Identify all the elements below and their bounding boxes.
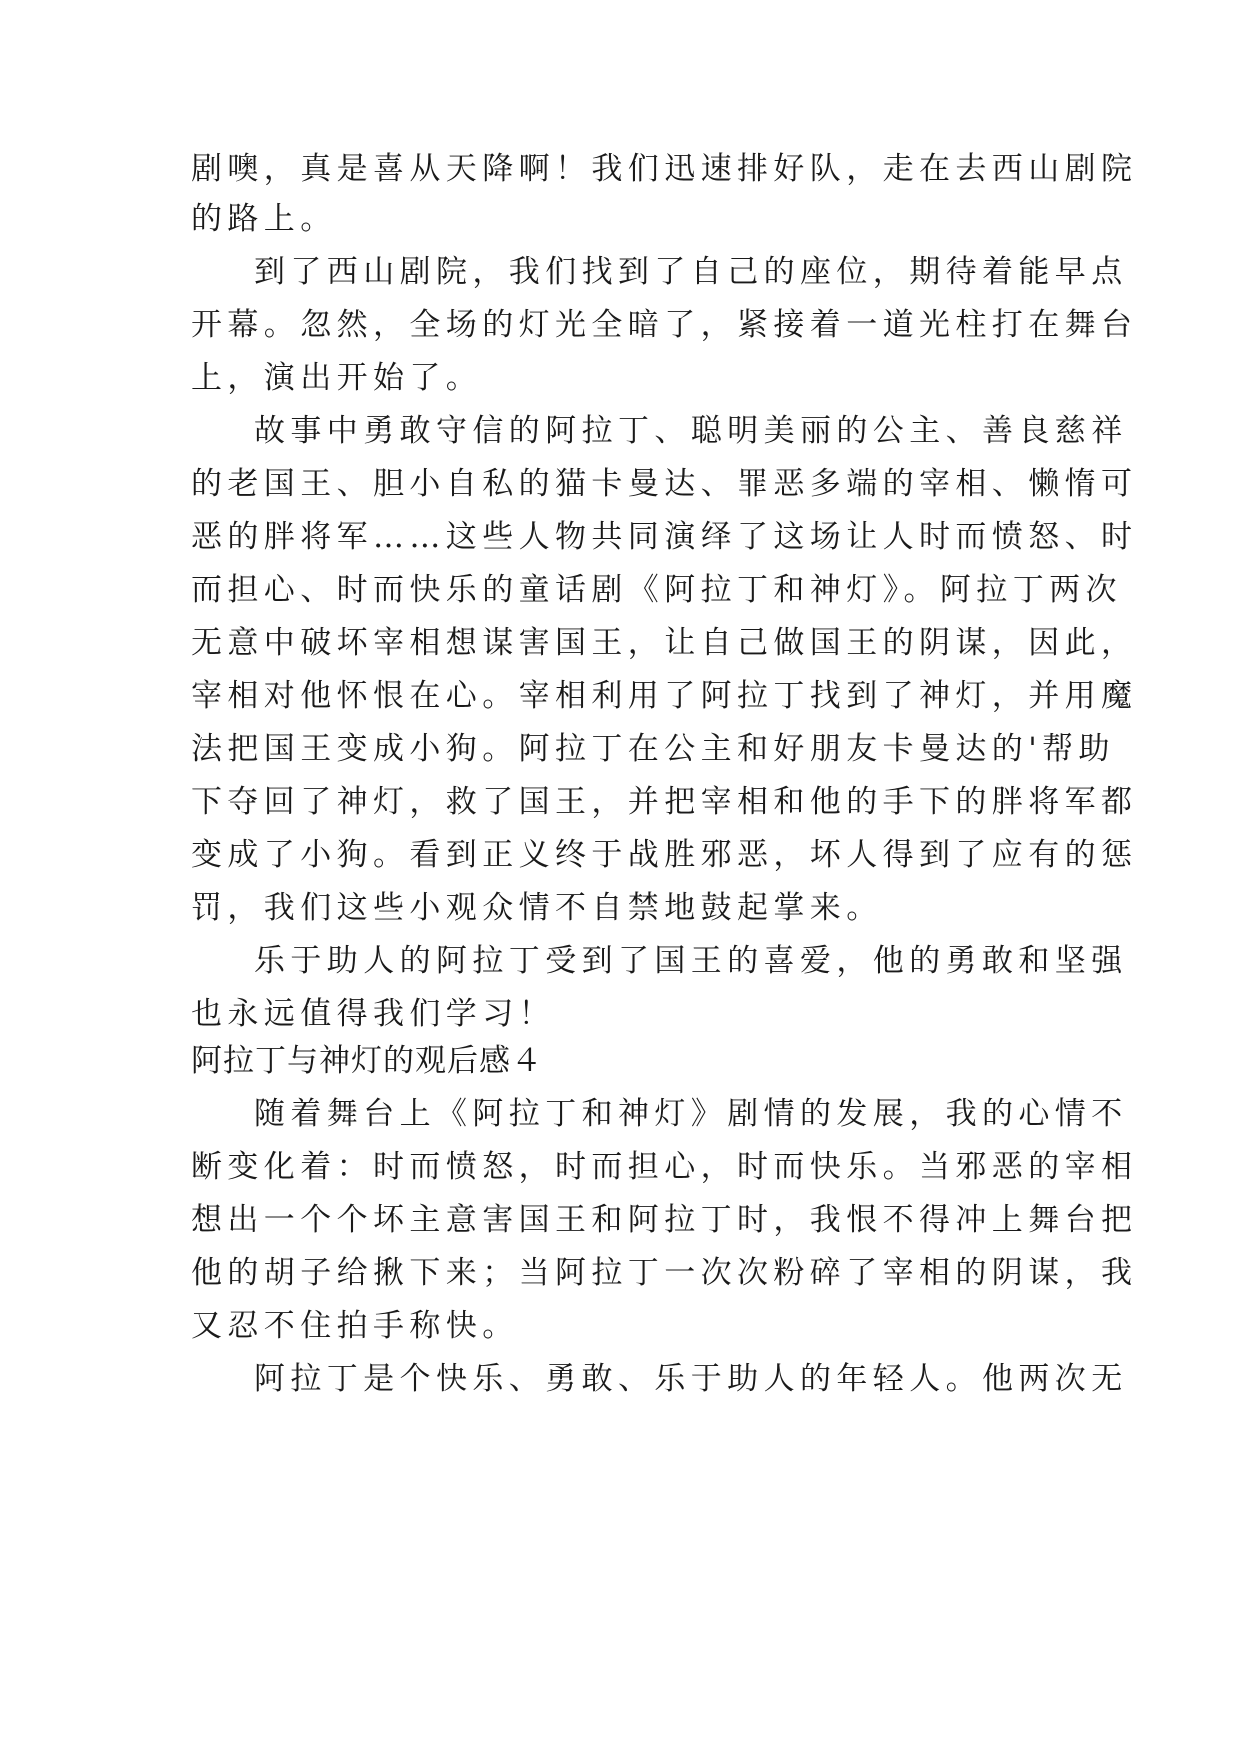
text-line: 下夺回了神灯，救了国王，并把宰相和他的手下的胖将军都 xyxy=(191,784,1138,820)
text-line: 变成了小狗。看到正义终于战胜邪恶，坏人得到了应有的惩 xyxy=(191,837,1138,873)
text-line: 法把国王变成小狗。阿拉丁在公主和好朋友卡曼达的'帮助 xyxy=(191,731,1115,767)
text-line: 断变化着：时而愤怒，时而担心，时而快乐。当邪恶的宰相 xyxy=(191,1149,1138,1185)
text-line: 想出一个个坏主意害国王和阿拉丁时，我恨不得冲上舞台把 xyxy=(191,1202,1138,1238)
paragraph-first-line: 到了西山剧院，我们找到了自己的座位，期待着能早点 xyxy=(254,254,1128,290)
paragraph-first-line: 故事中勇敢守信的阿拉丁、聪明美丽的公主、善良慈祥 xyxy=(254,413,1128,449)
text-line: 又忍不住拍手称快。 xyxy=(191,1308,519,1344)
text-line: 恶的胖将军……这些人物共同演绎了这场让人时而愤怒、时 xyxy=(191,519,1138,555)
text-line: 开幕。忽然，全场的灯光全暗了，紧接着一道光柱打在舞台 xyxy=(191,307,1138,343)
paragraph-first-line: 随着舞台上《阿拉丁和神灯》剧情的发展，我的心情不 xyxy=(254,1096,1128,1132)
text-line: 剧噢，真是喜从天降啊！我们迅速排好队，走在去西山剧院 xyxy=(191,151,1138,187)
text-line: 他的胡子给揪下来；当阿拉丁一次次粉碎了宰相的阴谋，我 xyxy=(191,1255,1138,1291)
paragraph-first-line: 乐于助人的阿拉丁受到了国王的喜爱，他的勇敢和坚强 xyxy=(254,943,1128,979)
text-line: 无意中破坏宰相想谋害国王，让自己做国王的阴谋，因此， xyxy=(191,625,1138,661)
paragraph-first-line: 阿拉丁是个快乐、勇敢、乐于助人的年轻人。他两次无 xyxy=(254,1361,1128,1397)
text-line: 上，演出开始了。 xyxy=(191,360,483,396)
text-line: 宰相对他怀恨在心。宰相利用了阿拉丁找到了神灯，并用魔 xyxy=(191,678,1138,714)
text-line: 的老国王、胆小自私的猫卡曼达、罪恶多端的宰相、懒惰可 xyxy=(191,466,1138,502)
text-line: 罚，我们这些小观众情不自禁地鼓起掌来。 xyxy=(191,890,883,926)
text-line: 而担心、时而快乐的童话剧《阿拉丁和神灯》。阿拉丁两次 xyxy=(191,572,1122,608)
section-heading: 阿拉丁与神灯的观后感４ xyxy=(191,1043,543,1079)
text-line: 的路上。 xyxy=(191,201,337,237)
text-line: 也永远值得我们学习！ xyxy=(191,996,555,1032)
